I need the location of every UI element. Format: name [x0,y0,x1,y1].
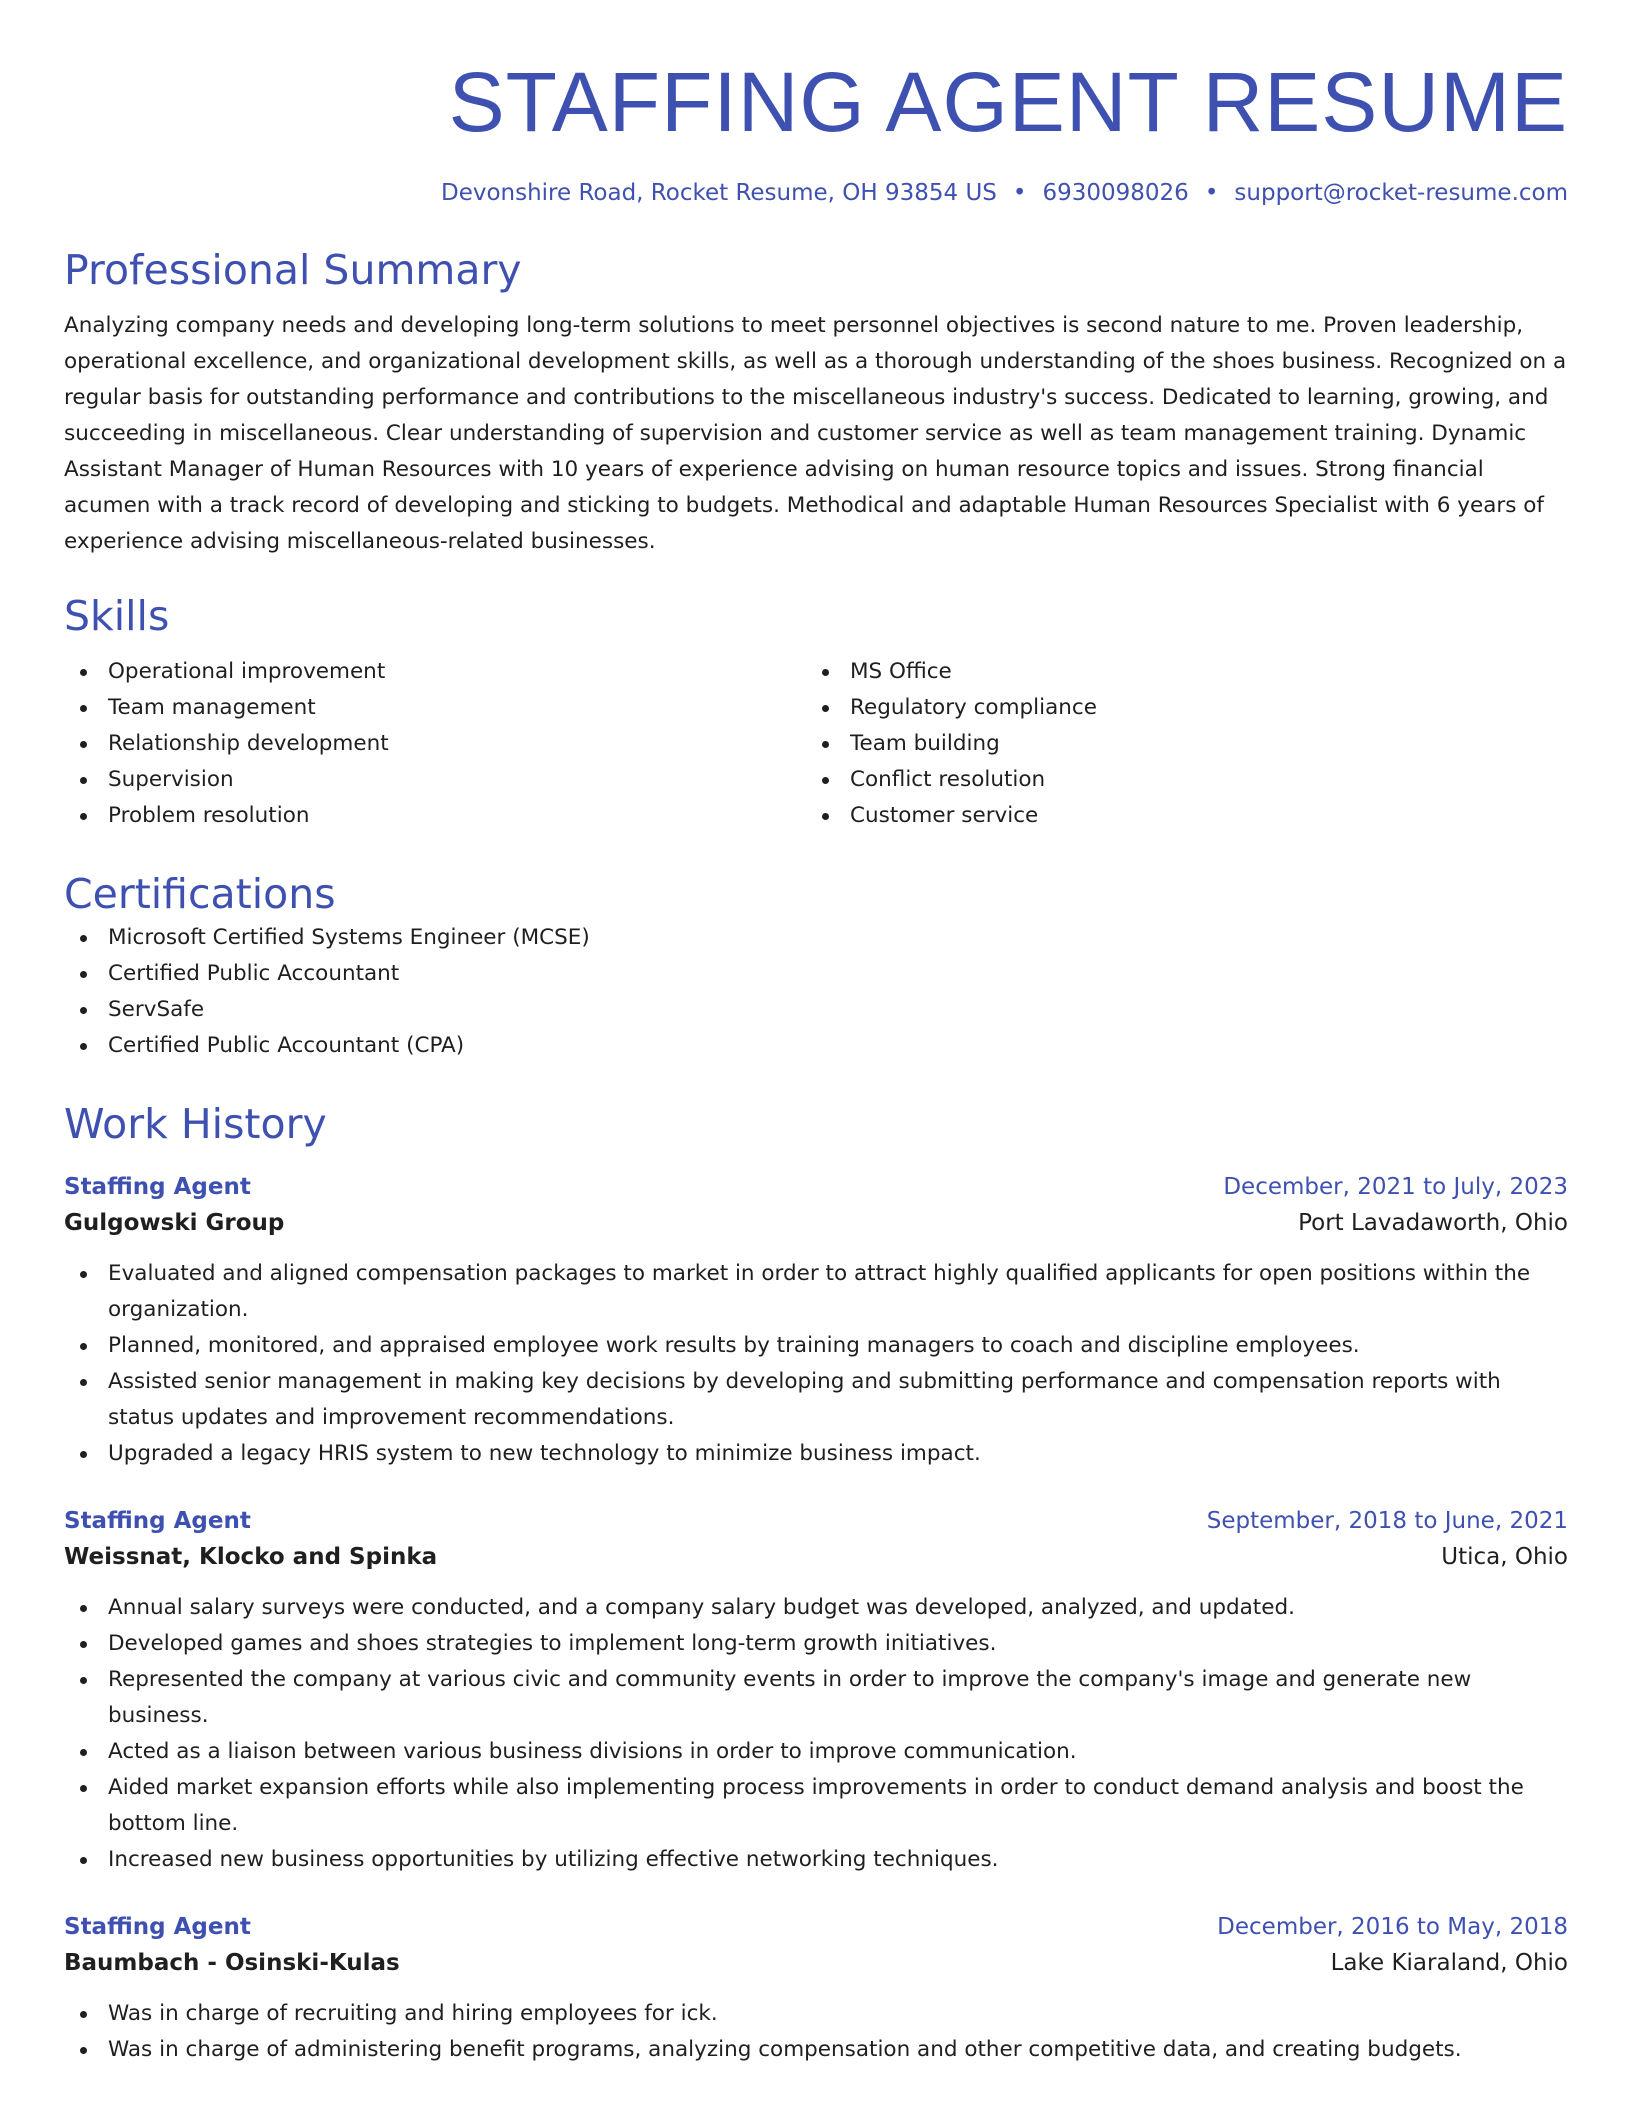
job-title: Staffing Agent [64,1914,251,1940]
job-location: Lake Kiaraland, Ohio [1330,1950,1568,1976]
job-title-row [64,1170,1568,1204]
summary-heading: Professional Summary [64,246,522,294]
work-history-section [64,1098,1568,2068]
job-company-row [64,1538,1568,1576]
job-bullet: Acted as a liaison between various business divisions in order to improve communication. [64,1734,1568,1770]
job-bullet: Was in charge of administering benefit programs, analyzing compensation and other competitive data, and creating budgets. [64,2032,1568,2068]
contact-line [64,178,1568,208]
job-bullets [64,1996,1568,2068]
job-company: Gulgowski Group [64,1210,285,1236]
job-dates: December, 2021 to July, 2023 [1223,1174,1568,1200]
job-company: Weissnat, Klocko and Spinka [64,1544,438,1570]
job-bullet: Was in charge of recruiting and hiring employees for ick. [64,1996,1568,2032]
contact-address: Devonshire Road, Rocket Resume, OH 93854 US [440,180,997,206]
skill-item: Supervision [64,762,806,798]
job-location: Utica, Ohio [1441,1544,1568,1570]
job-bullet: Assisted senior management in making key decisions by developing and submitting performance and compensation reports with status updates and improvement recommendations. [64,1364,1568,1436]
job-title-row [64,1504,1568,1538]
job-dates: September, 2018 to June, 2021 [1206,1508,1568,1534]
skill-item: Regulatory compliance [806,690,1548,726]
skill-item: Relationship development [64,726,806,762]
job-bullet: Aided market expansion efforts while also implementing process improvements in order to conduct demand analysis and boost the bottom line. [64,1770,1568,1842]
skills-heading: Skills [64,592,170,640]
job-title-row [64,1910,1568,1944]
job-title: Staffing Agent [64,1508,251,1534]
skill-item: Customer service [806,798,1548,834]
certification-item: ServSafe [64,992,1568,1028]
contact-separator: • [1204,180,1219,206]
job-bullet: Evaluated and aligned compensation packages to market in order to attract highly qualified applicants for open positions within the organization. [64,1256,1568,1328]
job-bullet: Annual salary surveys were conducted, and a company salary budget was developed, analyzed, and updated. [64,1590,1568,1626]
job-dates: December, 2016 to May, 2018 [1217,1914,1568,1940]
skills-section [64,590,1568,834]
skill-item: Team management [64,690,806,726]
certification-item: Microsoft Certified Systems Engineer (MCSE) [64,920,1568,956]
skills-list-right [806,654,1548,834]
job-entry [64,1910,1568,2068]
resume-header [64,0,1568,208]
job-location: Port Lavadaworth, Ohio [1298,1210,1568,1236]
skill-item: Team building [806,726,1548,762]
contact-separator: • [1012,180,1027,206]
job-bullets [64,1256,1568,1472]
job-bullet: Developed games and shoes strategies to implement long-term growth initiatives. [64,1626,1568,1662]
certifications-list [64,920,1568,1064]
job-entry [64,1504,1568,1878]
skill-item: Operational improvement [64,654,806,690]
job-company: Baumbach - Osinski-Kulas [64,1950,400,1976]
skills-list-left [64,654,806,834]
resume-title: STAFFING AGENT RESUME [448,55,1568,149]
summary-text: Analyzing company needs and developing long-term solutions to meet personnel objectives is second nature to me. Proven leadership, operational excellence, and organizational development skills, as well as a thorough understanding of the shoes business. Recognized on a regular basis for outstanding performance and contributions to the miscellaneous industry's success. Dedicated to learning, growing, and succeeding in miscellaneous. Clear understanding of supervision and customer service as well as team management training. Dynamic Assistant Manager of Human Resources with 10 years of experience advising on human resource topics and issues. Strong financial acumen with a track record of developing and sticking to budgets. Methodical and adaptable Human Resources Specialist with 6 years of experience advising miscellaneous-related businesses. [64,313,1567,554]
job-company-row [64,1944,1568,1982]
job-company-row [64,1204,1568,1242]
contact-phone: 6930098026 [1042,180,1189,206]
certifications-section [64,868,1568,1064]
summary-section [64,244,1568,560]
job-bullet: Upgraded a legacy HRIS system to new technology to minimize business impact. [64,1436,1568,1472]
work-history-heading: Work History [64,1100,327,1148]
job-title: Staffing Agent [64,1174,251,1200]
job-bullet: Planned, monitored, and appraised employee work results by training managers to coach and discipline employees. [64,1328,1568,1364]
skill-item: Problem resolution [64,798,806,834]
skill-item: Conflict resolution [806,762,1548,798]
job-bullet: Increased new business opportunities by utilizing effective networking techniques. [64,1842,1568,1878]
certifications-heading: Certifications [64,870,336,918]
certification-item: Certified Public Accountant (CPA) [64,1028,1568,1064]
skills-columns [64,654,1568,834]
job-entry [64,1170,1568,1472]
certification-item: Certified Public Accountant [64,956,1568,992]
contact-email: support@rocket-resume.com [1234,180,1568,206]
job-bullet: Represented the company at various civic and community events in order to improve the company's image and generate new business. [64,1662,1568,1734]
job-bullets [64,1590,1568,1878]
skill-item: MS Office [806,654,1548,690]
